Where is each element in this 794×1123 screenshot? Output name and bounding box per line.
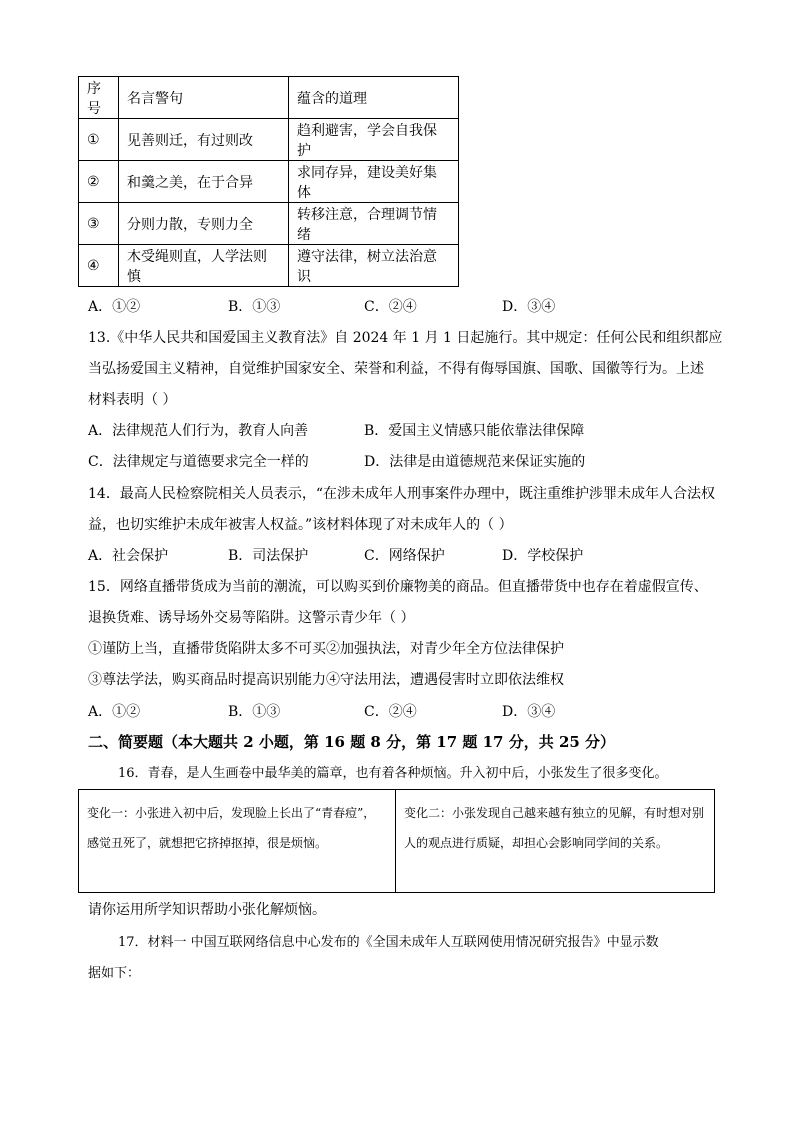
row-number: ④ bbox=[79, 245, 119, 287]
option-d[interactable]: D．学校保护 bbox=[502, 548, 584, 564]
option-c[interactable]: C．网络保护 bbox=[364, 548, 445, 564]
row-maxim: 见善则迁，有过则改 bbox=[119, 119, 289, 161]
change-one-cell: 变化一：小张进入初中后，发现脸上长出了“青春痘”，感觉丑死了，就想把它挤掉抠掉，很是烦恼。 bbox=[79, 790, 396, 893]
row-meaning: 求同存异，建设美好集体 bbox=[289, 161, 459, 203]
option-b[interactable]: B．①③ bbox=[228, 704, 281, 720]
q14-line-1: 14．最高人民检察院相关人员表示，“在涉未成年人刑事案件办理中，既注重维护涉罪未成年人合法权 bbox=[88, 486, 715, 502]
option-b[interactable]: B．爱国主义情感只能依靠法律保障 bbox=[364, 423, 585, 439]
option-c[interactable]: C．②④ bbox=[364, 299, 417, 315]
option-a[interactable]: A．①② bbox=[88, 299, 141, 315]
option-b[interactable]: B．司法保护 bbox=[228, 548, 309, 564]
q16-ask: 请你运用所学知识帮助小张化解烦恼。 bbox=[88, 902, 326, 918]
q15-line-1: 15．网络直播带货成为当前的潮流，可以购买到价廉物美的商品。但直播带货中也存在着虚假宣传、 bbox=[88, 579, 708, 595]
row-maxim: 和羹之美，在于合异 bbox=[119, 161, 289, 203]
q17-line-1: 17．材料一 中国互联网络信息中心发布的《全国未成年人互联网使用情况研究报告》中显示数 bbox=[118, 935, 659, 950]
row-meaning: 趋利避害，学会自我保护 bbox=[289, 119, 459, 161]
option-a[interactable]: A．社会保护 bbox=[88, 548, 169, 564]
q14-line-2: 益，也切实维护未成年被害人权益。”该材料体现了对未成年人的（ ） bbox=[88, 517, 513, 533]
row-meaning: 转移注意，合理调节情绪 bbox=[289, 203, 459, 245]
header-meaning: 蕴含的道理 bbox=[289, 77, 459, 119]
q16-intro: 16．青春，是人生画卷中最华美的篇章，也有着各种烦恼。升入初中后，小张发生了很多变化。 bbox=[118, 766, 668, 781]
section-heading: 二、简要题（本大题共 2 小题，第 16 题 8 分，第 17 题 17 分，共 25 分） bbox=[88, 733, 616, 751]
q15-statement-1: ①谨防上当，直播带货陷阱太多不可买②加强执法，对青少年全方位法律保护 bbox=[88, 641, 564, 657]
table-row bbox=[79, 161, 459, 203]
option-d[interactable]: D．③④ bbox=[502, 704, 556, 720]
q13-line-2: 当弘扬爱国主义精神，自觉维护国家安全、荣誉和利益，不得有侮辱国旗、国歌、国徽等行为。上述 bbox=[88, 361, 704, 377]
row-maxim: 木受绳则直，人学法则慎 bbox=[119, 245, 289, 287]
q15-statement-2: ③尊法学法，购买商品时提高识别能力④守法用法，遭遇侵害时立即依法维权 bbox=[88, 672, 564, 688]
row-number: ② bbox=[79, 161, 119, 203]
option-d[interactable]: D．③④ bbox=[502, 299, 556, 315]
option-c[interactable]: C．法律规定与道德要求完全一样的 bbox=[88, 454, 309, 470]
option-b[interactable]: B．①③ bbox=[228, 299, 281, 315]
option-c[interactable]: C．②④ bbox=[364, 704, 417, 720]
table-row bbox=[79, 790, 715, 893]
option-a[interactable]: A．法律规范人们行为，教育人向善 bbox=[88, 423, 309, 439]
table-row bbox=[79, 119, 459, 161]
header-number: 序号 bbox=[79, 77, 119, 119]
option-a[interactable]: A．①② bbox=[88, 704, 141, 720]
row-number: ① bbox=[79, 119, 119, 161]
maxims-table bbox=[78, 76, 459, 287]
table-header-row bbox=[79, 77, 459, 119]
q13-line-1: 13.《中华人民共和国爱国主义教育法》自 2024 年 1 月 1 日起施行。其中规定：任何公民和组织都应 bbox=[88, 330, 723, 346]
q13-line-3: 材料表明（ ） bbox=[88, 392, 177, 408]
table-row bbox=[79, 203, 459, 245]
q15-line-2: 退换货难、诱导场外交易等陷阱。这警示青少年（ ） bbox=[88, 610, 415, 626]
changes-table bbox=[78, 789, 715, 893]
row-meaning: 遵守法律，树立法治意识 bbox=[289, 245, 459, 287]
row-maxim: 分则力散，专则力全 bbox=[119, 203, 289, 245]
q17-line-2: 据如下： bbox=[88, 966, 141, 981]
option-d[interactable]: D．法律是由道德规范来保证实施的 bbox=[364, 454, 586, 470]
row-number: ③ bbox=[79, 203, 119, 245]
change-two-cell: 变化二：小张发现自己越来越有独立的见解，有时想对别人的观点进行质疑，却担心会影响同学间的关系。 bbox=[396, 790, 715, 893]
header-maxim: 名言警句 bbox=[119, 77, 289, 119]
table-row bbox=[79, 245, 459, 287]
